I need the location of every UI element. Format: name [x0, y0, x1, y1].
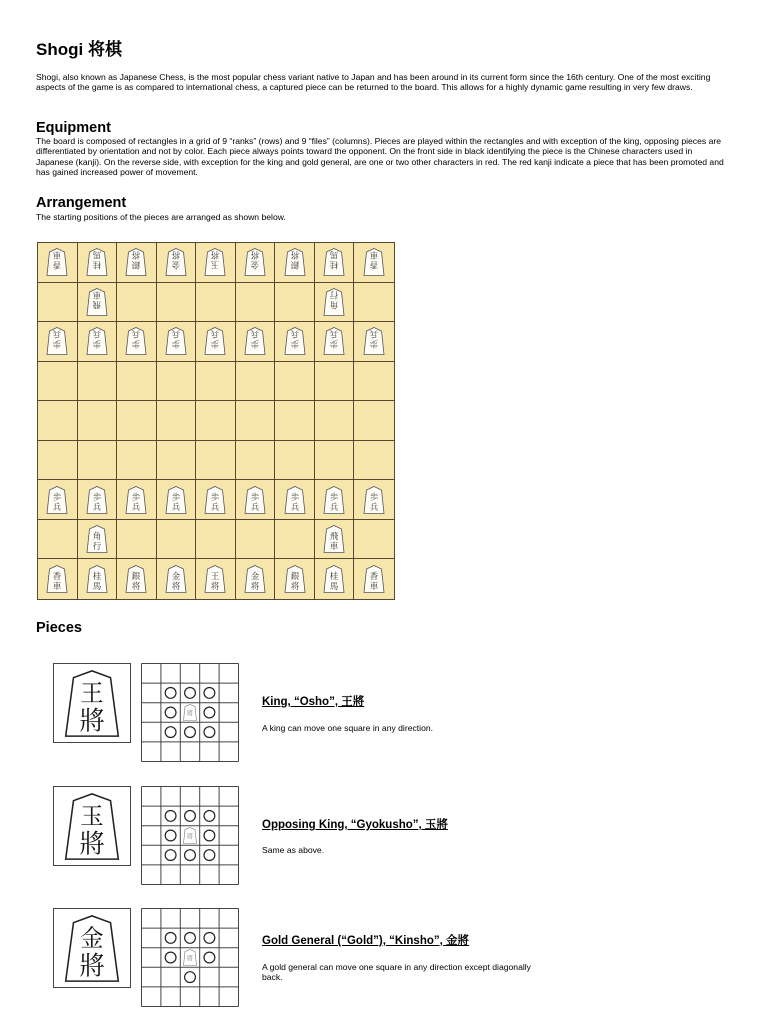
board-square	[354, 401, 394, 441]
move-marker	[204, 850, 215, 861]
shogi-piece	[124, 564, 148, 594]
shogi-piece	[243, 485, 267, 515]
gold-general-piece-icon	[53, 908, 131, 988]
board-square	[38, 362, 78, 402]
board-square	[275, 480, 315, 520]
piece-kanji: 兵	[171, 328, 181, 339]
opposing-king-description: Same as above.	[262, 845, 325, 855]
board-square	[236, 243, 276, 283]
board-square	[196, 559, 236, 599]
piece-kanji: 香	[53, 259, 62, 270]
board-square	[117, 559, 157, 599]
shogi-piece	[164, 485, 188, 515]
shogi-piece	[283, 326, 307, 356]
center-piece-icon	[184, 705, 197, 721]
shogi-piece	[85, 287, 109, 317]
piece-kanji-bottom: 將	[79, 705, 105, 736]
move-marker	[165, 830, 176, 841]
page-title: Shogi 将棋	[36, 40, 122, 59]
board-square	[236, 322, 276, 362]
move-marker	[204, 830, 215, 841]
board-square	[275, 520, 315, 560]
board-square	[275, 441, 315, 481]
board-square	[354, 362, 394, 402]
piece-kanji: 歩	[132, 338, 141, 349]
piece-kanji: 将	[211, 249, 220, 260]
piece-kanji: 歩	[211, 338, 220, 349]
move-marker	[185, 933, 196, 944]
svg-text:將: 將	[186, 710, 194, 718]
piece-kanji: 行	[92, 542, 102, 553]
board-square	[236, 520, 276, 560]
piece-kanji: 車	[369, 249, 379, 260]
piece-kanji: 将	[171, 249, 181, 260]
board-square	[196, 322, 236, 362]
board-square	[196, 441, 236, 481]
piece-kanji: 兵	[171, 502, 181, 513]
piece-kanji: 兵	[369, 502, 379, 513]
piece-kanji: 歩	[369, 492, 379, 503]
shogi-piece	[85, 485, 109, 515]
board-square	[117, 520, 157, 560]
center-piece-icon	[184, 950, 197, 966]
board-square	[196, 480, 236, 520]
opposing-king-piece-icon	[53, 786, 131, 866]
board-square	[78, 362, 118, 402]
board-square	[354, 441, 394, 481]
move-marker	[165, 952, 176, 963]
svg-text:將: 將	[186, 833, 194, 841]
board-square	[236, 401, 276, 441]
shogi-piece	[45, 247, 69, 277]
piece-kanji: 車	[53, 582, 62, 593]
shogi-piece	[362, 247, 386, 277]
board-square	[236, 559, 276, 599]
piece-kanji: 馬	[92, 582, 102, 593]
piece-kanji: 歩	[92, 492, 102, 503]
board-square	[196, 401, 236, 441]
piece-kanji: 歩	[250, 492, 260, 503]
board-square	[315, 243, 355, 283]
piece-kanji: 銀	[290, 572, 299, 583]
board-square	[38, 243, 78, 283]
piece-kanji: 車	[329, 542, 339, 553]
shogi-piece	[322, 326, 346, 356]
move-marker	[165, 727, 176, 738]
piece-kanji: 歩	[53, 338, 62, 349]
board-square	[157, 283, 197, 323]
board-square	[78, 401, 118, 441]
board-square	[78, 441, 118, 481]
board-square	[38, 322, 78, 362]
piece-kanji: 金	[171, 259, 181, 270]
piece-kanji: 兵	[92, 328, 102, 339]
piece-kanji: 金	[250, 572, 260, 583]
board-square	[38, 283, 78, 323]
shogi-piece	[322, 247, 346, 277]
board-square	[117, 401, 157, 441]
piece-kanji: 歩	[329, 492, 339, 503]
piece-kanji: 車	[92, 288, 102, 299]
shogi-piece	[124, 485, 148, 515]
piece-kanji: 歩	[53, 492, 62, 503]
piece-kanji: 桂	[329, 259, 339, 270]
piece-kanji: 兵	[132, 328, 141, 339]
move-marker	[185, 727, 196, 738]
king-description: A king can move one square in any direction.	[262, 723, 434, 733]
board-square	[196, 520, 236, 560]
piece-kanji: 将	[171, 582, 181, 593]
piece-kanji: 桂	[92, 572, 102, 583]
piece-kanji: 歩	[290, 338, 299, 349]
board-square	[236, 362, 276, 402]
board-square	[157, 401, 197, 441]
board-square	[354, 283, 394, 323]
piece-kanji: 兵	[369, 328, 379, 339]
board-square	[236, 441, 276, 481]
piece-kanji: 銀	[132, 572, 141, 583]
piece-kanji: 玉	[211, 259, 220, 270]
shogi-piece	[203, 247, 227, 277]
shogi-piece	[124, 326, 148, 356]
shogi-piece	[243, 326, 267, 356]
piece-kanji: 兵	[53, 502, 62, 513]
move-marker	[185, 688, 196, 699]
board-square	[38, 401, 78, 441]
board-square	[275, 362, 315, 402]
move-marker	[165, 811, 176, 822]
shogi-piece	[203, 326, 227, 356]
board-square	[236, 283, 276, 323]
board-square	[117, 480, 157, 520]
piece-kanji: 香	[369, 572, 379, 583]
board-square	[38, 520, 78, 560]
board-square	[38, 559, 78, 599]
piece-kanji: 香	[53, 572, 62, 583]
piece-kanji: 車	[53, 249, 62, 260]
board-square	[117, 243, 157, 283]
board-square	[315, 283, 355, 323]
piece-kanji: 歩	[211, 492, 220, 503]
piece-kanji-bottom: 將	[79, 828, 105, 859]
board-square	[354, 322, 394, 362]
shogi-piece	[322, 564, 346, 594]
intro-paragraph: Shogi, also known as Japanese Chess, is the most popular chess variant native to Japan and has been around in its current form since the 16th century. One of the most exciting aspects of the game is as compared to international chess, a captured piece can be returned to the board. This allows for a highly dynamic game resulting in very few draws.	[36, 72, 711, 93]
shogi-piece	[85, 564, 109, 594]
piece-kanji: 歩	[92, 338, 102, 349]
board-square	[275, 559, 315, 599]
king-title: King, “Osho”, 王將	[262, 696, 365, 708]
shogi-piece	[243, 564, 267, 594]
shogi-piece	[283, 247, 307, 277]
shogi-piece	[322, 287, 346, 317]
piece-kanji: 兵	[329, 328, 339, 339]
piece-kanji: 兵	[290, 328, 299, 339]
shogi-piece	[362, 564, 386, 594]
board-square	[157, 441, 197, 481]
move-marker	[185, 972, 196, 983]
move-marker	[204, 933, 215, 944]
piece-kanji: 飛	[92, 298, 102, 309]
shogi-piece	[85, 524, 109, 554]
board-square	[275, 401, 315, 441]
shogi-piece	[164, 564, 188, 594]
move-marker	[204, 811, 215, 822]
shogi-piece	[164, 247, 188, 277]
piece-kanji: 兵	[92, 502, 102, 513]
piece-kanji: 将	[211, 582, 220, 593]
svg-text:將: 將	[186, 955, 194, 963]
board-square	[275, 243, 315, 283]
gold-general-movement-diagram	[141, 908, 239, 1007]
piece-kanji: 金	[250, 259, 260, 270]
piece-kanji: 将	[132, 249, 141, 260]
move-marker	[165, 933, 176, 944]
board-square	[78, 480, 118, 520]
piece-kanji-top: 王	[80, 679, 104, 708]
piece-kanji: 飛	[329, 532, 339, 543]
piece-kanji: 歩	[250, 338, 260, 349]
board-square	[315, 480, 355, 520]
shogi-piece	[85, 326, 109, 356]
board-square	[315, 441, 355, 481]
piece-kanji: 桂	[92, 259, 102, 270]
board-square	[157, 243, 197, 283]
board-square	[354, 559, 394, 599]
board-square	[78, 520, 118, 560]
board-square	[275, 322, 315, 362]
move-marker	[165, 688, 176, 699]
piece-kanji: 銀	[132, 259, 141, 270]
shogi-piece	[362, 485, 386, 515]
piece-kanji-bottom: 將	[79, 950, 105, 981]
shogi-piece	[203, 564, 227, 594]
shogi-piece	[283, 485, 307, 515]
board-square	[354, 480, 394, 520]
piece-kanji: 歩	[290, 492, 299, 503]
board-square	[117, 441, 157, 481]
piece-kanji: 兵	[250, 328, 260, 339]
board-square	[196, 362, 236, 402]
board-square	[157, 322, 197, 362]
board-square	[315, 520, 355, 560]
piece-kanji: 兵	[53, 328, 62, 339]
piece-kanji: 将	[290, 249, 299, 260]
move-marker	[165, 707, 176, 718]
piece-kanji: 兵	[211, 502, 220, 513]
shogi-piece	[164, 326, 188, 356]
shogi-board	[37, 242, 395, 600]
piece-kanji: 王	[211, 572, 220, 583]
move-marker	[204, 688, 215, 699]
piece-kanji: 金	[171, 572, 181, 583]
move-marker	[204, 727, 215, 738]
piece-kanji: 将	[250, 582, 260, 593]
board-square	[196, 283, 236, 323]
piece-kanji: 歩	[132, 492, 141, 503]
board-square	[117, 322, 157, 362]
board-square	[157, 520, 197, 560]
piece-kanji: 将	[290, 582, 299, 593]
board-square	[78, 243, 118, 283]
piece-kanji: 車	[369, 582, 379, 593]
move-marker	[204, 952, 215, 963]
shogi-piece	[45, 564, 69, 594]
piece-kanji: 歩	[369, 338, 379, 349]
pieces-heading: Pieces	[36, 620, 82, 636]
piece-kanji: 将	[132, 582, 141, 593]
gold-general-description: A gold general can move one square in any direction except diagonally back.	[262, 962, 531, 983]
move-marker	[185, 811, 196, 822]
arrangement-heading: Arrangement	[36, 195, 127, 211]
board-square	[354, 243, 394, 283]
board-square	[315, 322, 355, 362]
move-marker	[204, 707, 215, 718]
board-square	[78, 322, 118, 362]
shogi-piece	[283, 564, 307, 594]
board-square	[315, 401, 355, 441]
piece-kanji: 歩	[329, 338, 339, 349]
shogi-piece	[45, 485, 69, 515]
piece-kanji-top: 金	[80, 924, 104, 953]
shogi-piece	[322, 524, 346, 554]
king-movement-diagram	[141, 663, 239, 762]
board-square	[236, 480, 276, 520]
piece-kanji: 歩	[171, 492, 181, 503]
move-marker	[165, 850, 176, 861]
shogi-piece	[203, 485, 227, 515]
board-square	[78, 559, 118, 599]
board-square	[117, 362, 157, 402]
piece-kanji: 兵	[290, 502, 299, 513]
piece-kanji: 行	[329, 288, 339, 299]
board-square	[38, 480, 78, 520]
equipment-paragraph: The board is composed of rectangles in a grid of 9 “ranks” (rows) and 9 “files” (columns). Pieces are played within the rectangles and with exception of the king, opposing pieces are differentiated by orientation and not by color. Each piece always points toward the opponent. On the front side in black identifying the piece is the Chinese characters used in Japanese (kanji). On the reverse side, with exception for the king and gold general, are one or two other characters in red. The red kanji indicate a piece that has been promoted and has gained increased power of movement.	[36, 136, 724, 178]
shogi-piece	[243, 247, 267, 277]
piece-kanji: 角	[92, 532, 102, 543]
shogi-piece	[45, 326, 69, 356]
board-square	[157, 559, 197, 599]
piece-kanji: 兵	[250, 502, 260, 513]
piece-kanji: 馬	[329, 249, 339, 260]
opposing-king-title: Opposing King, “Gyokusho”, 玉將	[262, 819, 448, 831]
piece-kanji: 銀	[290, 259, 299, 270]
piece-kanji-top: 玉	[80, 802, 104, 831]
board-square	[38, 441, 78, 481]
center-piece-icon	[184, 828, 197, 844]
piece-kanji: 桂	[329, 572, 339, 583]
piece-kanji: 角	[329, 298, 339, 309]
board-square	[157, 362, 197, 402]
piece-kanji: 歩	[171, 338, 181, 349]
piece-kanji: 兵	[211, 328, 220, 339]
shogi-piece	[85, 247, 109, 277]
board-square	[275, 283, 315, 323]
board-square	[117, 283, 157, 323]
shogi-piece	[362, 326, 386, 356]
piece-kanji: 兵	[329, 502, 339, 513]
piece-kanji: 香	[369, 259, 379, 270]
gold-general-title: Gold General (“Gold”), “Kinsho”, 金將	[262, 935, 470, 947]
board-square	[354, 520, 394, 560]
equipment-heading: Equipment	[36, 120, 111, 136]
piece-kanji: 将	[250, 249, 260, 260]
king-piece-icon	[53, 663, 131, 743]
board-square	[196, 243, 236, 283]
board-square	[157, 480, 197, 520]
piece-kanji: 馬	[92, 249, 102, 260]
board-square	[315, 362, 355, 402]
board-square	[315, 559, 355, 599]
shogi-piece	[124, 247, 148, 277]
piece-kanji: 馬	[329, 582, 339, 593]
opposing-king-movement-diagram	[141, 786, 239, 885]
board-square	[78, 283, 118, 323]
move-marker	[185, 850, 196, 861]
arrangement-paragraph: The starting positions of the pieces are arranged as shown below.	[36, 212, 286, 222]
piece-kanji: 兵	[132, 502, 141, 513]
shogi-piece	[322, 485, 346, 515]
